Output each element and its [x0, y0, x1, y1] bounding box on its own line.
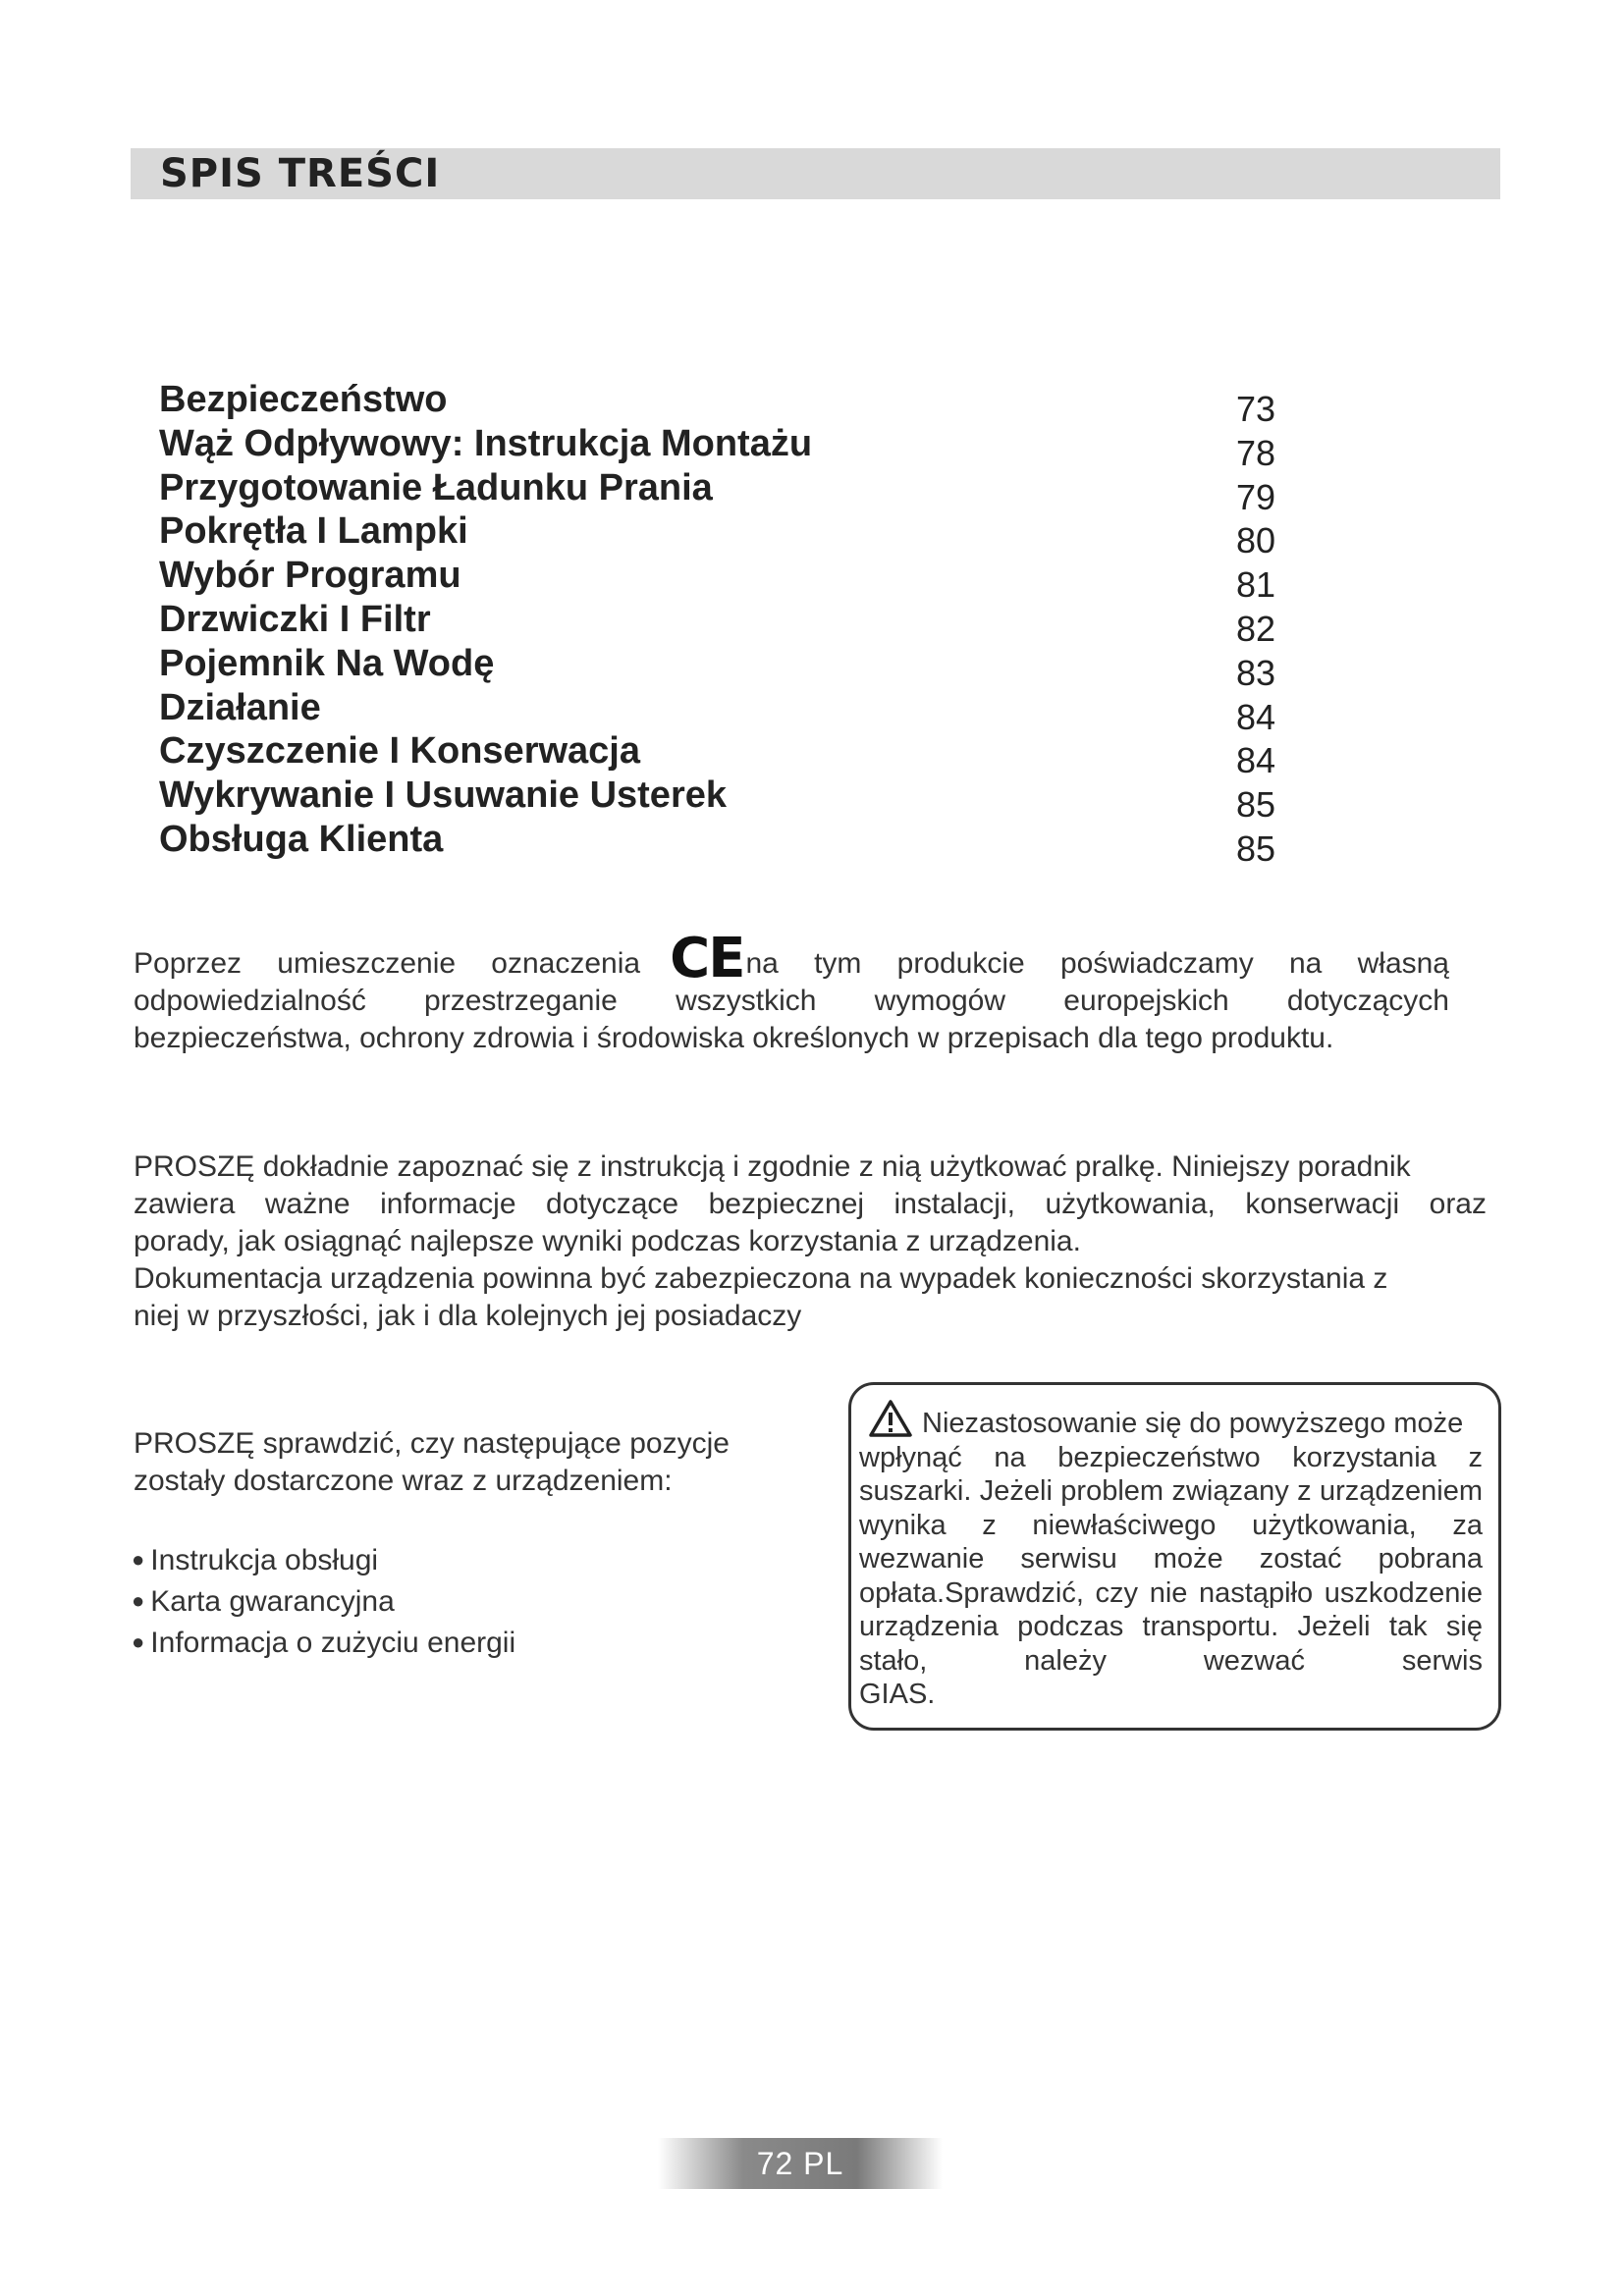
toc-entry[interactable]: [159, 598, 1288, 649]
ce-text-before: Poprzez umieszczenie oznaczenia: [134, 947, 641, 980]
check-intro-line: zostały dostarczone wraz z urządzeniem:: [134, 1465, 673, 1497]
toc-entry-page: 78: [1236, 432, 1276, 473]
list-item: ● Instrukcja obsługi: [132, 1539, 515, 1580]
supplied-items-list: [132, 1539, 515, 1663]
toc-entry-title: Przygotowanie Ładunku Prania: [159, 466, 713, 508]
table-of-contents: [159, 378, 1288, 869]
toc-entry[interactable]: [159, 509, 1288, 561]
toc-entry[interactable]: [159, 774, 1288, 826]
list-item: ● Informacja o zużyciu energii: [132, 1622, 515, 1663]
toc-entry-page: 84: [1236, 740, 1276, 781]
toc-entry-title: Wąż Odpływowy: Instrukcja Montażu: [159, 422, 813, 464]
toc-entry-title: Działanie: [159, 686, 321, 728]
toc-entry-title: Pokrętła I Lampki: [159, 510, 468, 553]
toc-entry[interactable]: [159, 554, 1288, 606]
toc-entry[interactable]: [159, 686, 1288, 737]
toc-entry[interactable]: [159, 378, 1288, 429]
toc-entry-title: Pojemnik Na Wodę: [159, 642, 495, 684]
toc-entry-page: 85: [1236, 784, 1276, 826]
toc-entry[interactable]: [159, 818, 1288, 869]
toc-entry-page: 82: [1236, 608, 1276, 649]
ce-declaration-text: [134, 927, 1449, 1020]
read-instructions-paragraph: [134, 1148, 1528, 1335]
toc-entry-title: Obsługa Klienta: [159, 818, 444, 860]
page-number: 72 PL: [756, 2146, 844, 2181]
warning-text-last: GIAS.: [859, 1679, 936, 1710]
section-header: [131, 148, 1500, 199]
toc-entry-page: 79: [1236, 476, 1276, 517]
toc-entry-title: Drzwiczki I Filtr: [159, 598, 431, 640]
toc-entry[interactable]: [159, 642, 1288, 693]
read-text-line: zawiera ważne informacje dotyczące bezpiecznej instalacji, użytkowania, konserwacji oraz: [134, 1188, 1487, 1220]
toc-entry-title: Wybór Programu: [159, 555, 461, 597]
read-text-line: niej w przyszłości, jak i dla kolejnych jej posiadaczy: [134, 1300, 802, 1332]
toc-entry-page: 80: [1236, 520, 1276, 561]
check-items-intro: [134, 1425, 801, 1500]
ce-text-after: na tym produkcie poświadczamy na własną odpowiedzialność przestrzeganie wszystkich wymogów europejskich dotyczących: [134, 947, 1449, 1017]
toc-entry-page: 73: [1236, 389, 1276, 429]
read-text-line: porady, jak osiągnąć najlepsze wyniki podczas korzystania z urządzenia.: [134, 1225, 1081, 1257]
ce-text-last-line: bezpieczeństwa, ochrony zdrowia i środowiska określonych w przepisach dla tego produktu.: [134, 1022, 1334, 1054]
toc-entry-title: Wykrywanie I Usuwanie Usterek: [159, 774, 727, 817]
read-text-line: Dokumentacja urządzenia powinna być zabezpieczona na wypadek konieczności skorzystania z: [134, 1262, 1388, 1295]
page-footer: [658, 2138, 943, 2189]
toc-entry-page: 83: [1236, 652, 1276, 693]
ce-declaration: [134, 927, 1449, 1057]
toc-entry[interactable]: [159, 422, 1288, 473]
ce-mark-icon: CE: [670, 927, 744, 990]
warning-text: [859, 1399, 1483, 1712]
toc-entry[interactable]: [159, 729, 1288, 781]
warning-text-first: Niezastosowanie się do powyższego może: [922, 1408, 1464, 1439]
toc-entry-title: Czyszczenie I Konserwacja: [159, 730, 640, 773]
toc-entry-page: 84: [1236, 696, 1276, 737]
list-item: ● Karta gwarancyjna: [132, 1580, 515, 1622]
warning-box: [848, 1382, 1501, 1731]
toc-entry-title: Bezpieczeństwo: [159, 379, 448, 420]
toc-entry[interactable]: [159, 466, 1288, 517]
page-title: SPIS TREŚCI: [160, 151, 441, 196]
toc-entry-page: 85: [1236, 828, 1276, 869]
warning-text-body: wpłynąć na bezpieczeństwo korzystania z suszarki. Jeżeli problem związany z urządzeniem wynika z niewłaściwego użytkowania, za wezwanie serwisu może zostać pobrana opłata.Sprawdzić, czy nie nastąpiło uszkodzenie urządzenia podczas transportu. Jeżeli tak się stało, należy wezwać serwis: [859, 1441, 1483, 1677]
check-intro-line: PROSZĘ sprawdzić, czy następujące pozycje: [134, 1427, 730, 1460]
toc-entry-page: 81: [1236, 564, 1276, 606]
read-text-line: PROSZĘ dokładnie zapoznać się z instrukcją i zgodnie z nią użytkować pralkę. Niniejszy poradnik: [134, 1150, 1411, 1183]
warning-triangle-icon: [869, 1399, 912, 1438]
